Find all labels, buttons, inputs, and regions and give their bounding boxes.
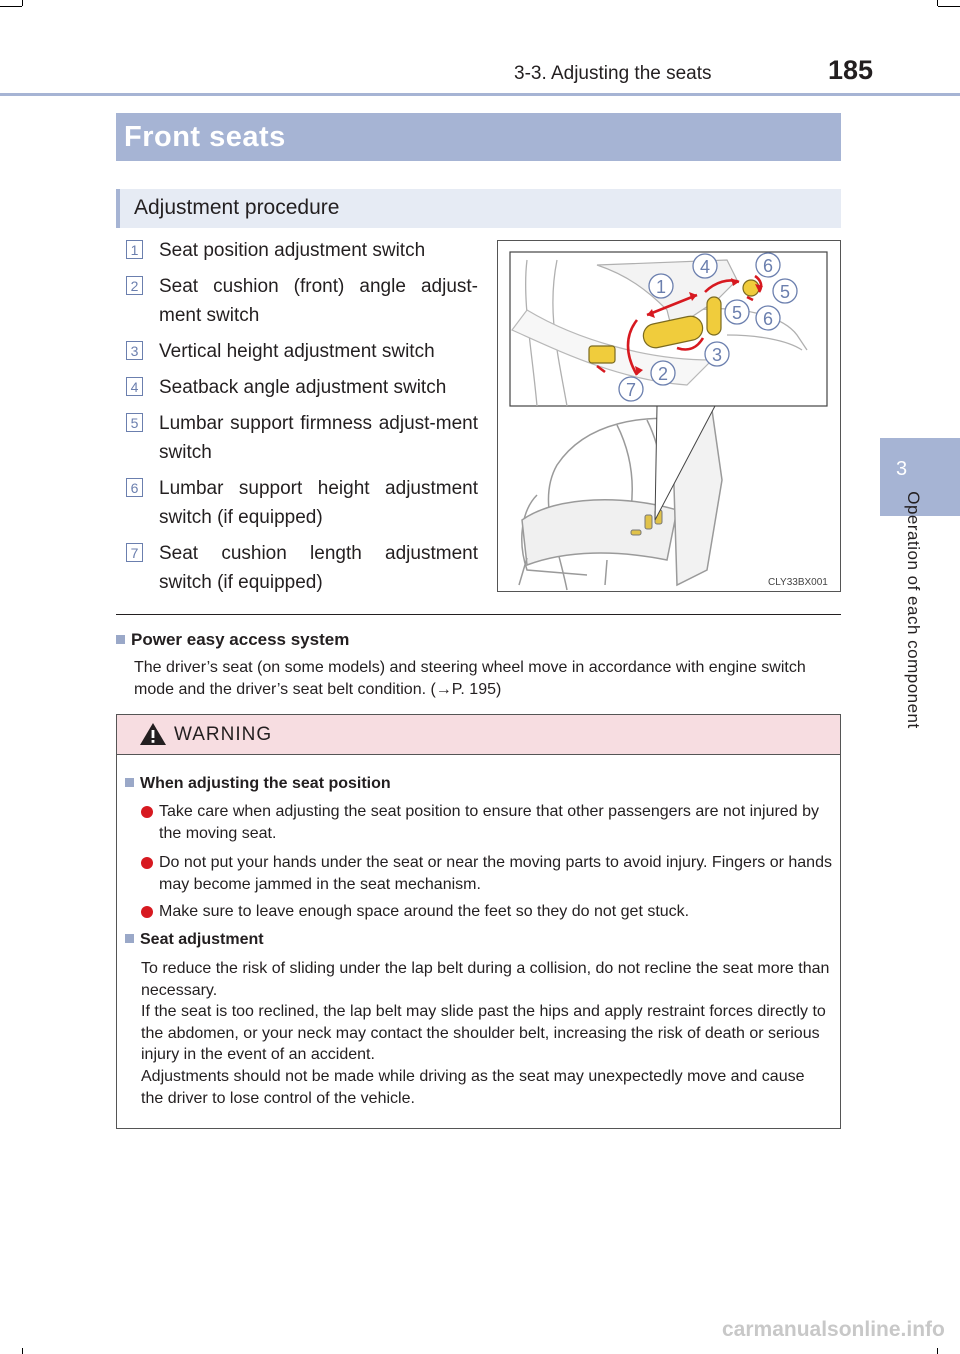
- red-dot-icon: [141, 806, 153, 818]
- warning-paragraph: To reduce the risk of sliding under the lap belt during a collision, do not recline the seat more than necessary.: [141, 960, 830, 999]
- warning-title: WARNING: [174, 724, 273, 745]
- callout-label: 4: [699, 257, 711, 277]
- item-number: 5: [126, 413, 143, 432]
- watermark: carmanualsonline.info: [722, 1318, 945, 1341]
- item-text: Lumbar support height adjustment switch (if equipped): [159, 478, 478, 528]
- warning-bullet-text: Do not put your hands under the seat or near the moving parts to avoid injury. Fingers or hands may become jammed in the seat mechanism.: [159, 854, 832, 893]
- crop-mark: [22, 0, 23, 6]
- item-text: Seatback angle adjustment switch: [159, 377, 447, 398]
- square-bullet-icon: [125, 778, 134, 787]
- callout-label: 2: [657, 364, 669, 384]
- square-bullet-icon: [116, 635, 125, 644]
- chapter-number: 3: [896, 458, 908, 480]
- crop-mark: [0, 6, 22, 7]
- callout-label: 7: [625, 380, 637, 400]
- crop-mark: [938, 6, 960, 7]
- warning-triangle-icon: [139, 722, 167, 746]
- warning-bullet: [141, 801, 835, 845]
- item-text: Seat cushion length adjustment switch (if equipped): [159, 543, 478, 593]
- subsection-title-bar: [116, 189, 841, 228]
- item-number: 7: [126, 543, 143, 562]
- item-number: 2: [126, 276, 143, 295]
- item-text: Seat cushion (front) angle adjust-ment switch: [159, 276, 478, 326]
- section-label: 3-3. Adjusting the seats: [514, 63, 712, 84]
- item-text: Vertical height adjustment switch: [159, 341, 435, 362]
- crop-mark: [22, 1348, 23, 1354]
- red-dot-icon: [141, 906, 153, 918]
- figure-code: CLY33BX001: [768, 577, 828, 588]
- item-text: Lumbar support firmness adjust-ment switch: [159, 413, 478, 463]
- red-dot-icon: [141, 857, 153, 869]
- warning-subheading-text: Seat adjustment: [140, 931, 264, 948]
- item-number: 6: [126, 478, 143, 497]
- power-easy-access-heading: [116, 630, 349, 650]
- warning-bullet: [141, 901, 835, 923]
- section-title-bar: [116, 113, 841, 161]
- warning-bullet-text: Take care when adjusting the seat position to ensure that other passengers are not injured by the moving seat.: [159, 803, 819, 842]
- callout-label: 5: [779, 282, 791, 302]
- warning-subheading-text: When adjusting the seat position: [140, 775, 391, 792]
- warning-box: [116, 714, 841, 1129]
- page-number: 185: [828, 55, 874, 85]
- item-number: 1: [126, 240, 143, 259]
- callout-label: 1: [655, 277, 667, 297]
- seat-switch-diagram: [497, 240, 841, 592]
- crop-mark: [937, 1348, 938, 1354]
- warning-subheading: [125, 931, 264, 949]
- warning-header: [117, 715, 840, 755]
- section-title: Front seats: [124, 121, 286, 153]
- callout-label: 3: [711, 345, 723, 365]
- item-text: Seat position adjustment switch: [159, 240, 426, 261]
- warning-subheading: [125, 775, 391, 793]
- callout-label: 6: [762, 256, 774, 276]
- square-bullet-icon: [125, 934, 134, 943]
- subsection-title: Adjustment procedure: [134, 196, 340, 219]
- warning-bullet-text: Make sure to leave enough space around the feet so they do not get stuck.: [159, 903, 690, 920]
- warning-paragraph: Adjustments should not be made while driving as the seat may unexpectedly move and cause the driver to lose control of the vehicle.: [141, 1068, 805, 1107]
- power-easy-access-title: Power easy access system: [131, 630, 350, 649]
- subsection-accent: [116, 189, 120, 228]
- item-number: 3: [126, 341, 143, 360]
- callout-label: 6: [762, 309, 774, 329]
- divider: [116, 614, 841, 615]
- item-number: 4: [126, 377, 143, 396]
- chapter-label: Operation of each component: [904, 491, 923, 729]
- warning-bullet: [141, 852, 835, 896]
- power-easy-access-body: The driver’s seat (on some models) and steering wheel move in accordance with engine switch mode and the driver’s seat belt condition. (→P. 195): [134, 659, 806, 698]
- header-rule: [0, 93, 960, 96]
- callout-label: 5: [731, 303, 743, 323]
- warning-paragraph: If the seat is too reclined, the lap belt may slide past the hips and apply restraint forces directly to the abdomen, or your neck may contact the shoulder belt, increasing the risk of death or serious injury in the event of an accident.: [141, 1003, 826, 1064]
